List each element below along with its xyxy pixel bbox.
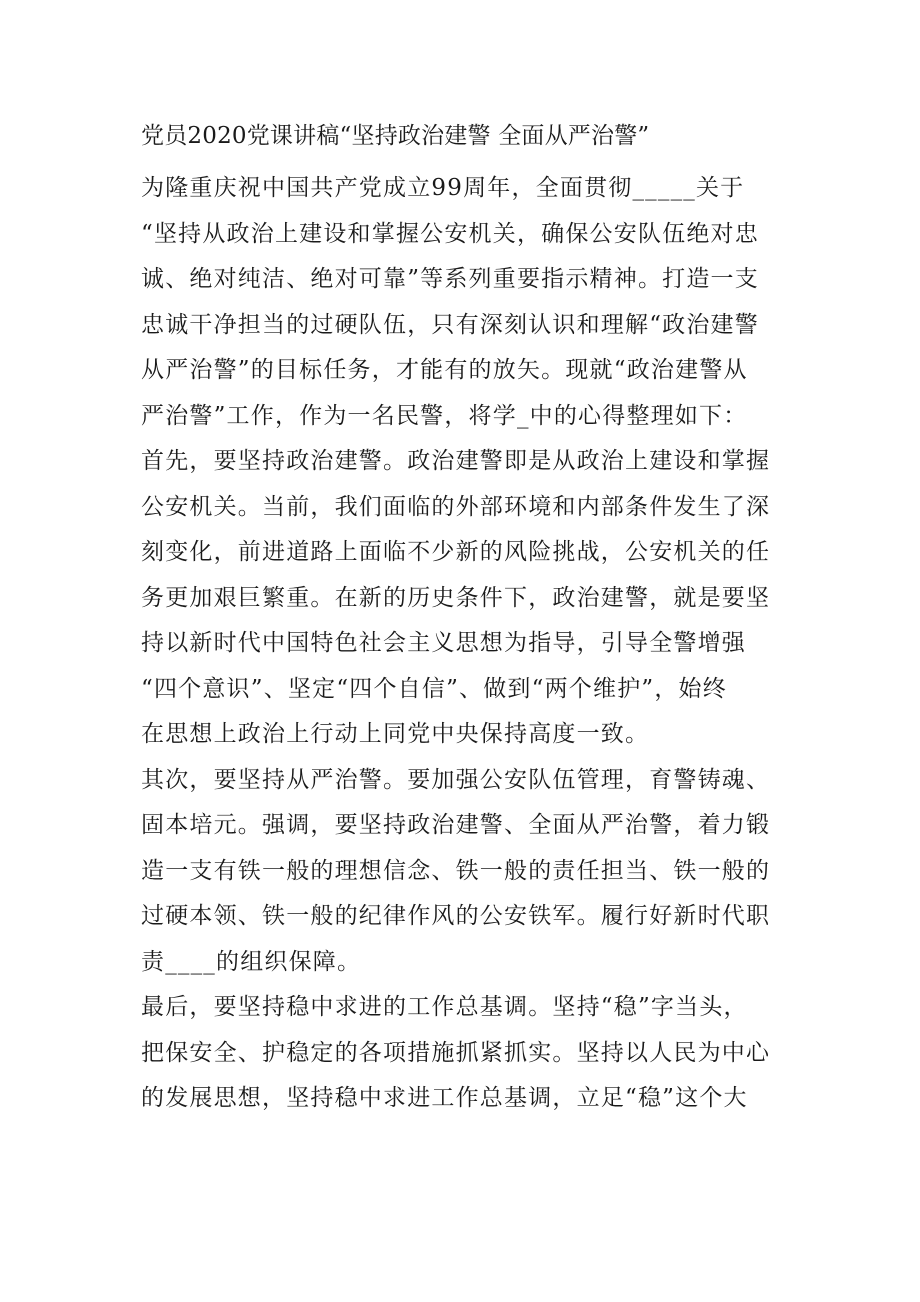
text-line: 造一支有铁一般的理想信念、铁一般的责任担当、铁一般的 [141, 857, 771, 884]
text-line: 忠诚干净担当的过硬队伍，只有深刻认识和理解“政治建警 [141, 311, 759, 338]
text-line: 固本培元。强调，要坚持政治建警、全面从严治警，着力锻 [141, 812, 771, 838]
text-line: 过硬本领、铁一般的纪律作风的公安铁军。履行好新时代职 [141, 903, 771, 929]
text-line: 其次，要坚持从严治警。要加强公安队伍管理，育警铸魂、 [141, 766, 771, 793]
text-line: 首先，要坚持政治建警。政治建警即是从政治上建设和掌握 [141, 448, 771, 474]
text-line: 的发展思想，坚持稳中求进工作总基调，立足“稳”这个大 [141, 1085, 748, 1111]
text-line: “坚持从政治上建设和掌握公安机关，确保公安队伍绝对忠 [141, 220, 759, 247]
text-line: 把保安全、护稳定的各项措施抓紧抓实。坚持以人民为中心 [141, 1039, 771, 1066]
text-line: 最后，要坚持稳中求进的工作总基调。坚持“稳”字当头， [141, 994, 748, 1020]
text-line: “四个意识”、坚定“四个自信”、做到“两个维护”，始终 [141, 675, 727, 702]
text-line: 刻变化，前进道路上面临不少新的风险挑战，公安机关的任 [141, 539, 771, 565]
text-line: 在思想上政治上行动上同党中央保持高度一致。 [141, 721, 650, 747]
text-line: 责____的组织保障。 [141, 948, 362, 975]
text-line: 严治警”工作，作为一名民警，将学_中的心得整理如下： [141, 402, 748, 429]
text-line: 务更加艰巨繁重。在新的历史条件下，政治建警，就是要坚 [141, 584, 771, 611]
text-line: 诚、绝对纯洁、绝对可靠”等系列重要指示精神。打造一支 [141, 266, 759, 292]
document-title: 党员2020党课讲稿“坚持政治建警 全面从严治警” [141, 123, 650, 149]
text-line: 为隆重庆祝中国共产党成立99周年，全面贯彻_____关于 [141, 175, 745, 201]
text-line: 公安机关。当前，我们面临的外部环境和内部条件发生了深 [141, 493, 771, 520]
text-line: 持以新时代中国特色社会主义思想为指导，引导全警增强 [141, 630, 746, 656]
text-line: 从严治警”的目标任务，才能有的放矢。现就“政治建警从 [141, 357, 748, 383]
document-body [141, 118, 813, 1122]
title-spacing [141, 154, 813, 166]
